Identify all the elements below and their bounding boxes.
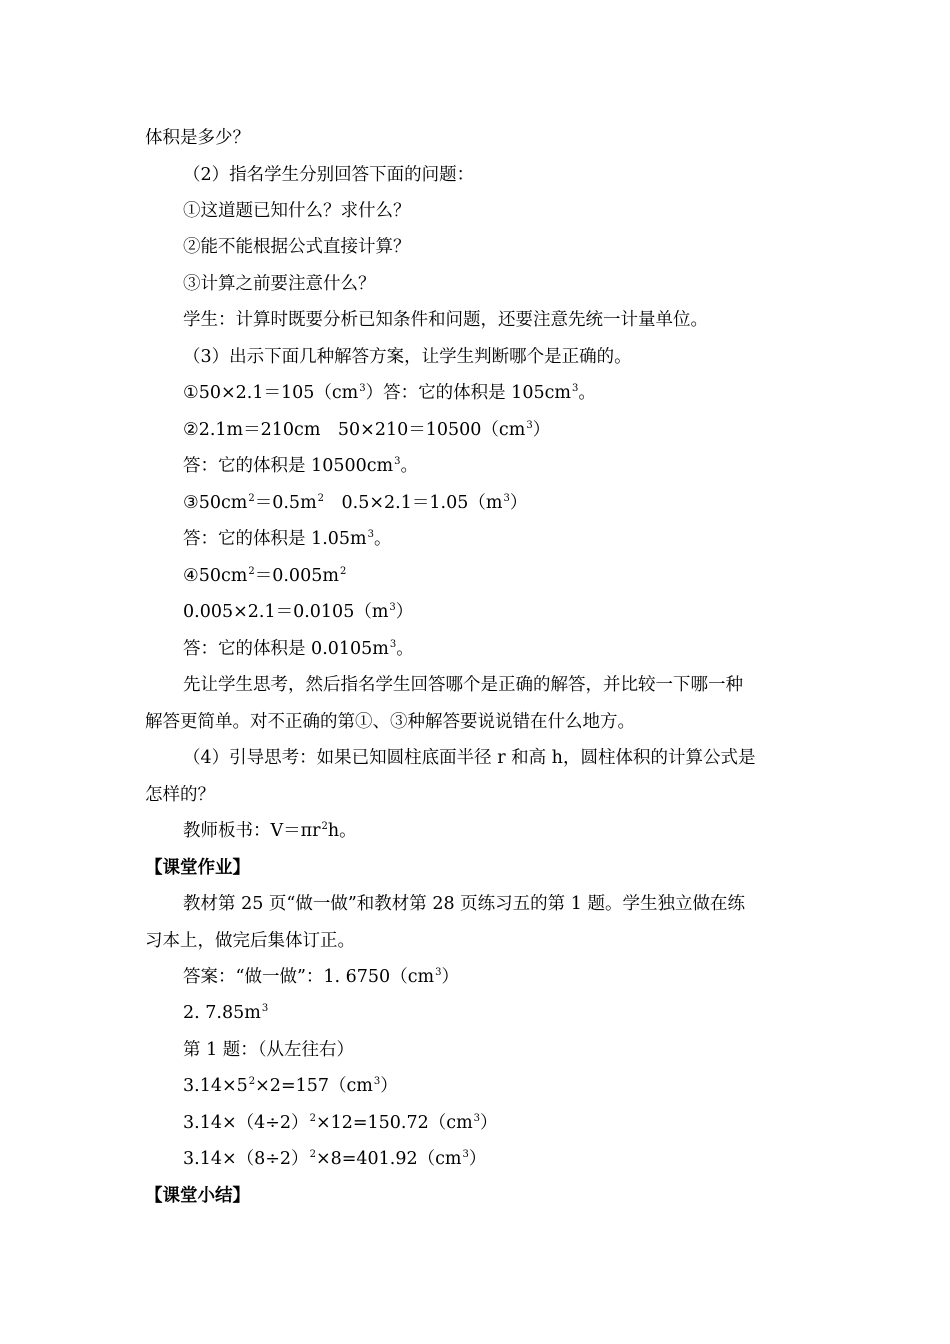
text-line: ③计算之前要注意什么？ [183,274,376,294]
text-line: 怎样的？ [145,785,215,805]
section-heading-summary: 【课堂小结】 [145,1186,250,1206]
answer-line: 2. $7.85m^3$ [183,1003,269,1023]
answer-line: $3.14\times(8\div 2)^2\times 8=401.92(cm^3)$ [183,1149,487,1169]
answer-line: $0.005\times 2.1=0.0105(m^3)$ [183,602,414,622]
section-heading-homework: 【课堂作业】 [145,858,250,878]
text-line: 解答更简单。对不正确的第①、③种解答要说说错在什么地方。 [145,712,635,732]
answer-line: $3.14\times 5^2\times 2=157(cm^3)$ [183,1076,398,1096]
answer-line: 答：它的体积是 $10500cm^3$。 [183,456,419,476]
text-line: （4）引导思考：如果已知圆柱底面半径 r 和高 h，圆柱体积的计算公式是 [183,748,756,768]
answer-line: 答：它的体积是 $0.0105m^3$。 [183,639,414,659]
text-line: 第 1 题：（从左往右） [183,1040,355,1060]
answer-line: 答案：“做一做”：1. $6750(cm^3)$ [183,967,459,987]
text-line: 教材第 25 页“做一做”和教材第 28 页练习五的第 1 题。学生独立做在练 [183,894,745,914]
answer-line: $①50\times 2.1=105(cm^3)$答：它的体积是 $105cm^3$。 [183,383,596,403]
text-line: 习本上，做完后集体订正。 [145,931,355,951]
text-line: 体积是多少？ [145,128,250,148]
text-line: ①这道题已知什么？求什么？ [183,201,411,221]
answer-line: ②2.1m＝210cm $50\times 210=10500(cm^3)$ [183,420,551,440]
text-line: （3）出示下面几种解答方案，让学生判断哪个是正确的。 [183,347,632,367]
text-line: 学生：计算时既要分析已知条件和问题，还要注意先统一计量单位。 [183,310,708,330]
answer-line: $3.14\times(4\div 2)^2\times 12=150.72(cm^3)$ [183,1113,498,1133]
answer-line: $④50cm^2=0.005m^2$ [183,566,347,586]
answer-line: $③50cm^2=0.5m^2$ $0.5\times 2.1=1.05(m^3)$ [183,493,528,513]
text-line: ②能不能根据公式直接计算？ [183,237,411,257]
formula-line: 教师板书：$V=\pi r^2h$。 [183,821,357,841]
text-line: 先让学生思考，然后指名学生回答哪个是正确的解答，并比较一下哪一种 [183,675,743,695]
answer-line: 答：它的体积是 $1.05m^3$。 [183,529,392,549]
text-line: （2）指名学生分别回答下面的问题： [183,165,475,185]
